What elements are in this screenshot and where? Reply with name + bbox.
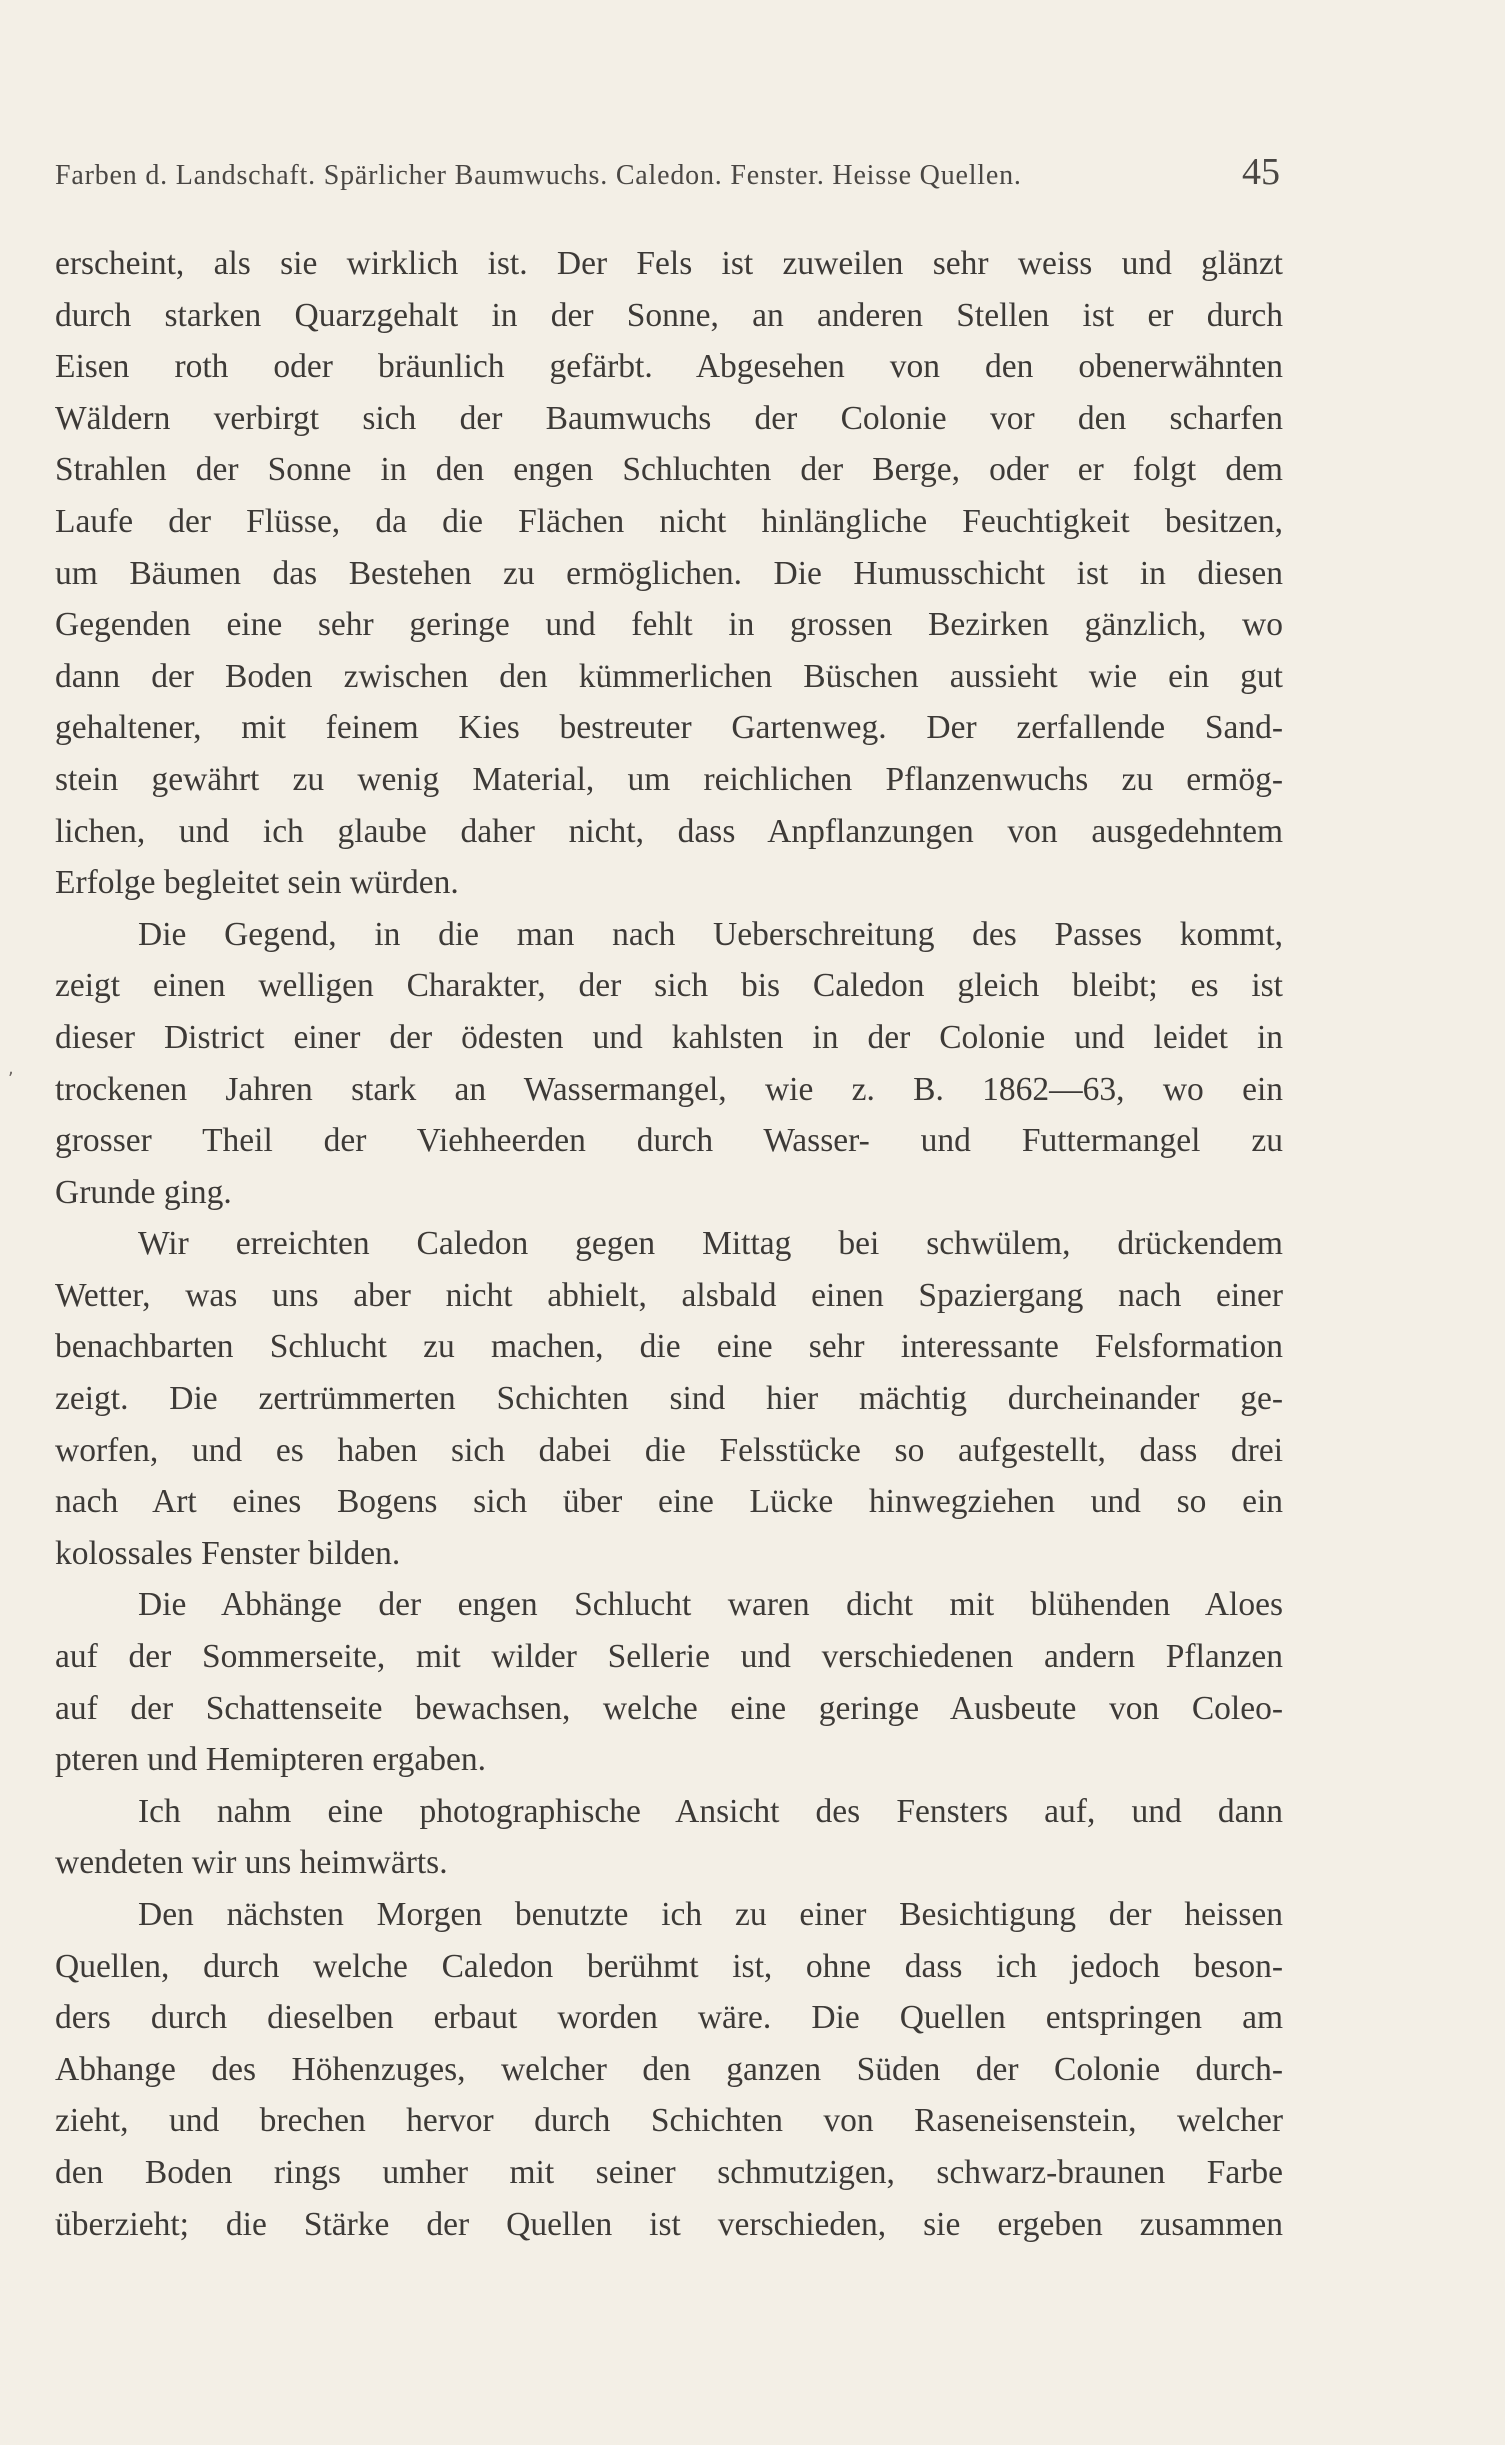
text-line: Ich nahm eine photographische Ansicht des Fensters auf, und dann <box>138 1792 1283 1830</box>
text-line: zeigt. Die zertrümmerten Schichten sind hier mächtig durcheinander ge- <box>55 1380 1283 1418</box>
text-line: Wir erreichten Caledon gegen Mittag bei schwülem, drückendem <box>138 1225 1283 1263</box>
text-line: dann der Boden zwischen den kümmerlichen Büschen aussieht wie ein gut <box>55 657 1283 695</box>
text-line: Laufe der Flüsse, da die Flächen nicht hinlängliche Feuchtigkeit besitzen, <box>55 502 1283 540</box>
text-line: auf der Schattenseite bewachsen, welche eine geringe Ausbeute von Coleo- <box>55 1689 1283 1727</box>
text-line: durch starken Quarzgehalt in der Sonne, an anderen Stellen ist er durch <box>55 296 1283 334</box>
page-number: 45 <box>1242 151 1280 193</box>
text-line: stein gewährt zu wenig Material, um reichlichen Pflanzenwuchs zu ermög- <box>55 760 1283 798</box>
text-line: den Boden rings umher mit seiner schmutzigen, schwarz-braunen Farbe <box>55 2153 1283 2191</box>
text-line: auf der Sommerseite, mit wilder Sellerie und verschiedenen andern Pflanzen <box>55 1638 1283 1676</box>
text-line: um Bäumen das Bestehen zu ermöglichen. Die Humusschicht ist in diesen <box>55 554 1283 592</box>
text-line: grosser Theil der Viehheerden durch Wasser- und Futtermangel zu <box>55 1122 1283 1160</box>
text-line: nach Art eines Bogens sich über eine Lücke hinwegziehen und so ein <box>55 1483 1283 1521</box>
text-line: Den nächsten Morgen benutzte ich zu einer Besichtigung der heissen <box>138 1896 1283 1933</box>
text-line: wendeten wir uns heimwärts. <box>55 1844 448 1882</box>
text-line: trockenen Jahren stark an Wassermangel, wie z. B. 1862—63, wo ein <box>55 1070 1283 1108</box>
text-line: Abhange des Höhenzuges, welcher den ganzen Süden der Colonie durch- <box>55 2050 1283 2088</box>
body-text <box>55 238 1283 2250</box>
text-line: kolossales Fenster bilden. <box>55 1534 401 1572</box>
text-line: Wäldern verbirgt sich der Baumwuchs der Colonie vor den scharfen <box>55 399 1283 437</box>
text-line: Die Abhänge der engen Schlucht waren dicht mit blühenden Aloes <box>138 1586 1283 1624</box>
text-line: überzieht; die Stärke der Quellen ist verschieden, sie ergeben zusammen <box>55 2205 1283 2243</box>
text-line: worfen, und es haben sich dabei die Felsstücke so aufgestellt, dass drei <box>55 1431 1283 1469</box>
text-line: Erfolge begleitet sein würden. <box>55 864 459 902</box>
text-line: erscheint, als sie wirklich ist. Der Fels ist zuweilen sehr weiss und glänzt <box>55 245 1283 282</box>
text-line: Die Gegend, in die man nach Ueberschreitung des Passes kommt, <box>138 915 1283 953</box>
text-line: zieht, und brechen hervor durch Schichten von Raseneisenstein, welcher <box>55 2102 1283 2140</box>
running-head-text: Farben d. Landschaft. Spärlicher Baumwuchs. Caledon. Fenster. Heisse Quellen. <box>55 160 1022 191</box>
text-line: Eisen roth oder bräunlich gefärbt. Abgesehen von den obenerwähnten <box>55 348 1283 386</box>
text-line: Strahlen der Sonne in den engen Schluchten der Berge, oder er folgt dem <box>55 451 1283 489</box>
text-line: pteren und Hemipteren ergaben. <box>55 1741 486 1779</box>
text-line: zeigt einen welligen Charakter, der sich bis Caledon gleich bleibt; es ist <box>55 967 1283 1005</box>
text-line: Quellen, durch welche Caledon berühmt ist, ohne dass ich jedoch beson- <box>55 1947 1283 1985</box>
text-line: lichen, und ich glaube daher nicht, dass Anpflanzungen von ausgedehntem <box>55 812 1283 850</box>
text-line: gehaltener, mit feinem Kies bestreuter Gartenweg. Der zerfallende Sand- <box>55 709 1283 747</box>
text-line: Grunde ging. <box>55 1173 232 1211</box>
text-line: dieser District einer der ödesten und kahlsten in der Colonie und leidet in <box>55 1018 1283 1056</box>
margin-mark: , <box>8 1058 14 1079</box>
text-line: benachbarten Schlucht zu machen, die eine sehr interessante Felsformation <box>55 1328 1283 1366</box>
text-line: ders durch dieselben erbaut worden wäre. Die Quellen entspringen am <box>55 1999 1283 2037</box>
running-head <box>55 150 1280 200</box>
text-line: Wetter, was uns aber nicht abhielt, alsbald einen Spaziergang nach einer <box>55 1276 1283 1314</box>
text-line: Gegenden eine sehr geringe und fehlt in grossen Bezirken gänzlich, wo <box>55 606 1283 644</box>
